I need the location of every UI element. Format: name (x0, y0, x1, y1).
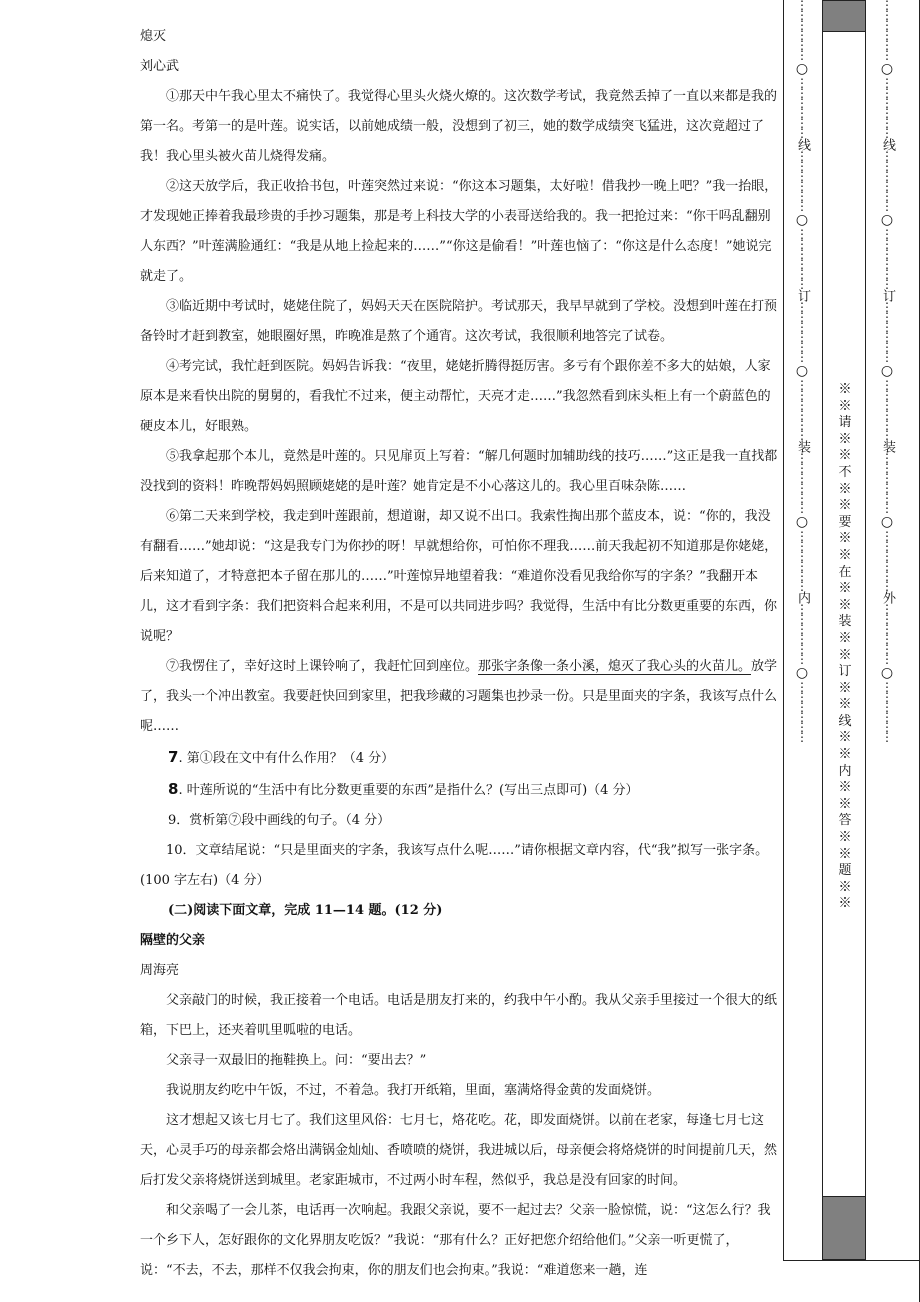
dot-segment: ⋮ (881, 267, 893, 281)
dot-segment: ⋮ (881, 28, 893, 42)
dot-segment: ⋮ (796, 86, 808, 100)
circle-mark: ○ (880, 212, 894, 228)
article1-paragraph: ④考完试，我忙赶到医院。妈妈告诉我：“夜里，姥姥折腾得挺厉害。多亏有个跟你差不多大的姑娘，人家原本是来看快出院的舅舅的，看我忙不过来，便主动帮忙，天亮才走……”我忽然看到床头柜上有一个蔚蓝色的硬皮本儿，好眼熟。 (140, 359, 771, 434)
dot-segment: ⋮ (881, 38, 893, 52)
dot-segment: ⋮ (796, 388, 808, 402)
dot-segment: ⋮ (881, 18, 893, 32)
question-7 (140, 742, 780, 774)
underlined-sentence: 那张字条像一条小溪，熄灭了我心头的火苗儿。 (478, 659, 752, 674)
question-text: . 第①段在文中有什么作用？（4 分） (178, 751, 395, 766)
dot-segment: ⋮ (796, 8, 808, 22)
dot-segment: ⋮ (796, 451, 808, 465)
dot-segment: ⋮ (796, 257, 808, 271)
dot-segment: ⋮ (796, 622, 808, 636)
dot-segment: ⋮ (796, 690, 808, 704)
question-text: . 叶莲所说的“生活中有比分数更重要的东西”是指什么？(写出三点即可)（4 分） (178, 783, 639, 798)
dot-segment: ⋮ (881, 126, 893, 140)
dot-segment: ⋮ (796, 310, 808, 324)
circle-mark: ○ (795, 212, 809, 228)
dot-segment: ⋮ (881, 86, 893, 100)
exam-page-content (140, 22, 780, 1286)
dot-segment: ⋮ (881, 388, 893, 402)
circle-mark: ○ (795, 514, 809, 530)
inner-seal-line (795, 0, 809, 1260)
dot-segment: ⋮ (881, 408, 893, 422)
dot-segment: ⋮ (881, 529, 893, 543)
question-10: 10．文章结尾说：“只是里面夹的字条，我该写点什么呢……”请你根据文章内容，代“我”拟写一张字条。(100 字左右)（4 分） (140, 843, 769, 888)
strip-bottom-bar (822, 1196, 866, 1260)
dot-segment: ⋮ (796, 340, 808, 354)
dot-segment: ⋮ (881, 612, 893, 626)
dot-segment: ⋮ (881, 418, 893, 432)
article1-paragraph: ⑤我拿起那个本儿，竟然是叶莲的。只见扉页上写着：“解几何题时加辅助线的技巧……”这正是我一直找都没找到的资料！昨晚帮妈妈照顾姥姥的是叶莲？她肯定是不小心落这儿的。我心里百味杂陈…… (140, 449, 778, 494)
article2-paragraph: 父亲敲门的时候，我正接着一个电话。电话是朋友打来的，约我中午小酌。我从父亲手里接过一个很大的纸箱，下巴上，还夹着叽里呱啦的电话。 (140, 993, 778, 1038)
dot-segment: ⋮ (796, 247, 808, 261)
question-8 (140, 774, 780, 806)
dot-segment: ⋮ (881, 549, 893, 563)
strip-top-bar (822, 0, 866, 32)
circle-mark: ○ (880, 363, 894, 379)
dot-segment: ⋮ (796, 529, 808, 543)
question-number: 7 (168, 748, 179, 766)
dot-segment: ⋮ (881, 680, 893, 694)
dot-segment: ⋮ (881, 428, 893, 442)
dot-segment: ⋮ (881, 106, 893, 120)
dot-segment: ⋮ (796, 378, 808, 392)
dot-segment: ⋮ (881, 700, 893, 714)
article2-title: 隔壁的父亲 (140, 933, 206, 948)
dot-segment: ⋮ (881, 159, 893, 173)
dot-segment: ⋮ (796, 330, 808, 344)
dot-segment: ⋮ (796, 408, 808, 422)
dot-segment: ⋮ (881, 350, 893, 364)
dot-segment: ⋮ (796, 106, 808, 120)
circle-mark: ○ (795, 665, 809, 681)
dot-segment: ⋮ (796, 320, 808, 334)
dot-segment: ⋮ (796, 48, 808, 62)
dot-segment: ⋮ (881, 169, 893, 183)
seal-label: 装 (880, 440, 895, 453)
dot-segment: ⋮ (881, 642, 893, 656)
dot-segment: ⋮ (796, 602, 808, 616)
dot-segment: ⋮ (796, 277, 808, 291)
dot-segment: ⋮ (881, 237, 893, 251)
dot-segment: ⋮ (881, 539, 893, 553)
dot-segment: ⋮ (881, 96, 893, 110)
dot-segment: ⋮ (796, 539, 808, 553)
article2-author: 周海亮 (140, 963, 180, 978)
dot-segment: ⋮ (796, 680, 808, 694)
seal-label: 装 (795, 440, 810, 453)
seal-label: 订 (795, 289, 810, 302)
dot-segment: ⋮ (881, 116, 893, 130)
dot-segment: ⋮ (881, 398, 893, 412)
dot-segment: ⋮ (796, 300, 808, 314)
dot-segment: ⋮ (881, 378, 893, 392)
dot-segment: ⋮ (881, 247, 893, 261)
dot-segment: ⋮ (881, 257, 893, 271)
dot-segment: ⋮ (881, 632, 893, 646)
dot-segment: ⋮ (796, 730, 808, 744)
dot-segment: ⋮ (796, 96, 808, 110)
dot-segment: ⋮ (881, 451, 893, 465)
dot-segment: ⋮ (881, 481, 893, 495)
dot-segment: ⋮ (881, 602, 893, 616)
dot-segment: ⋮ (796, 18, 808, 32)
dot-segment: ⋮ (796, 652, 808, 666)
dot-segment: ⋮ (881, 189, 893, 203)
dot-segment: ⋮ (881, 622, 893, 636)
strip-body (822, 32, 866, 1196)
dot-segment: ⋮ (881, 690, 893, 704)
article1-paragraph: ③临近期中考试时，姥姥住院了，妈妈天天在医院陪护。考试那天，我早早就到了学校。没想到叶莲在打预备铃时才赶到教室，她眼圈好黑，昨晚准是熬了个通宵。这次考试，我很顺利地答完了试卷。 (140, 299, 778, 344)
article2-paragraph: 和父亲喝了一会儿茶，电话再一次响起。我跟父亲说，要不一起过去？父亲一脸惊慌，说：“这怎么行？我一个乡下人，怎好跟你的文化界朋友吃饭？”我说：“那有什么？正好把您介绍给他们。”父亲一听更慌了，说：“不去，不去，那样不仅我会拘束，你的朋友们也会拘束。”我说：“难道您来一趟，连 (140, 1203, 771, 1278)
dot-segment: ⋮ (796, 179, 808, 193)
dot-segment: ⋮ (796, 0, 808, 12)
dot-segment: ⋮ (881, 76, 893, 90)
dot-segment: ⋮ (796, 418, 808, 432)
outer-seal-line (880, 0, 894, 1260)
dot-segment: ⋮ (796, 642, 808, 656)
circle-mark: ○ (880, 61, 894, 77)
dot-segment: ⋮ (796, 700, 808, 714)
dot-segment: ⋮ (881, 199, 893, 213)
dot-segment: ⋮ (796, 569, 808, 583)
dot-segment: ⋮ (796, 189, 808, 203)
dot-segment: ⋮ (881, 277, 893, 291)
dot-segment: ⋮ (881, 8, 893, 22)
dot-segment: ⋮ (881, 330, 893, 344)
dot-segment: ⋮ (796, 237, 808, 251)
circle-mark: ○ (795, 363, 809, 379)
dot-segment: ⋮ (881, 0, 893, 12)
dot-segment: ⋮ (796, 38, 808, 52)
circle-mark: ○ (880, 514, 894, 530)
dot-segment: ⋮ (796, 549, 808, 563)
dot-segment: ⋮ (881, 471, 893, 485)
p7-text: ⑦我愣住了，幸好这时上课铃响了，我赶忙回到座位。 (166, 659, 479, 674)
dot-segment: ⋮ (796, 169, 808, 183)
dot-segment: ⋮ (881, 569, 893, 583)
seal-label: 线 (880, 138, 895, 151)
dot-segment: ⋮ (796, 227, 808, 241)
dot-segment: ⋮ (796, 159, 808, 173)
article2-paragraph: 父亲寻一双最旧的拖鞋换上。问：“要出去？” (166, 1053, 427, 1068)
dot-segment: ⋮ (796, 76, 808, 90)
dot-segment: ⋮ (881, 461, 893, 475)
dot-segment: ⋮ (796, 116, 808, 130)
seal-label: 外 (880, 591, 895, 604)
dot-segment: ⋮ (796, 559, 808, 573)
dot-segment: ⋮ (796, 428, 808, 442)
dot-segment: ⋮ (881, 340, 893, 354)
question-number: 8 (168, 780, 179, 798)
dot-segment: ⋮ (796, 267, 808, 281)
dot-segment: ⋮ (881, 310, 893, 324)
seal-label: 内 (795, 591, 810, 604)
dot-segment: ⋮ (881, 48, 893, 62)
question-9: 9．赏析第⑦段中画线的句子。（4 分） (168, 813, 391, 828)
dot-segment: ⋮ (881, 179, 893, 193)
dot-segment: ⋮ (796, 398, 808, 412)
dot-segment: ⋮ (796, 491, 808, 505)
dot-segment: ⋮ (796, 632, 808, 646)
dot-segment: ⋮ (796, 579, 808, 593)
margin-bottom-line (783, 1260, 920, 1261)
article1-paragraph: ②这天放学后，我正收拾书包，叶莲突然过来说：“你这本习题集，太好啦！借我抄一晚上吧？”我一抬眼，才发现她正捧着我最珍贵的手抄习题集，那是考上科技大学的小表哥送给我的。我一把抢过来：“你干吗乱翻别人东西？”叶莲满脸通红：“我是从地上捡起来的……”“你这是偷看！”叶莲也恼了：“你这是什么态度！”她说完就走了。 (140, 179, 778, 284)
article2-paragraph: 我说朋友约吃中午饭，不过，不着急。我打开纸箱，里面，塞满烙得金黄的发面烧饼。 (166, 1083, 661, 1098)
seal-label: 订 (880, 289, 895, 302)
article1-paragraph: ⑥第二天来到学校，我走到叶莲跟前，想道谢，却又说不出口。我索性掏出那个蓝皮本，说：“你的，我没有翻看……”她却说：“这是我专门为你抄的呀！早就想给你，可怕你不理我……前天我起初不知道那是你姥姥，后来知道了，才特意把本子留在那儿的……”叶莲惊异地望着我：“难道你没看见我给你写的字条？”我翻开本儿，这才看到字条：我们把资料合起来利用，不是可以共同进步吗？我觉得，生活中有比分数更重要的东西，你说呢？ (140, 509, 778, 644)
dot-segment: ⋮ (796, 126, 808, 140)
dot-segment: ⋮ (796, 710, 808, 724)
dot-segment: ⋮ (796, 612, 808, 626)
circle-mark: ○ (880, 665, 894, 681)
dot-segment: ⋮ (796, 720, 808, 734)
dot-segment: ⋮ (881, 491, 893, 505)
article1-title: 熄灭 (140, 29, 167, 44)
p7-text-after: 放学了，我头一个冲出教室。我要赶快回到家里，把我珍藏的习题集也抄录一份。只是里面夹的字条，我该写点什么呢…… (140, 659, 778, 734)
dot-segment: ⋮ (881, 720, 893, 734)
no-answer-warning: ※※请※※不※※要※※在※※装※※订※※线※※内※※答※※题※※ (838, 382, 852, 912)
article1-paragraph-7 (140, 652, 780, 742)
dot-segment: ⋮ (796, 481, 808, 495)
article1-paragraph: ①那天中午我心里太不痛快了。我觉得心里头火烧火燎的。这次数学考试，我竟然丢掉了一直以来都是我的第一名。考第一的是叶莲。说实话，以前她成绩一般，没想到了初三，她的数学成绩突飞猛进，这次竟超过了我！我心里头被火苗儿烧得发痛。 (140, 89, 778, 164)
dot-segment: ⋮ (881, 559, 893, 573)
section-heading: (二)阅读下面文章，完成 11—14 题。(12 分) (168, 903, 443, 918)
dot-segment: ⋮ (881, 652, 893, 666)
warning-strip (822, 0, 866, 1260)
dot-segment: ⋮ (881, 501, 893, 515)
dot-segment: ⋮ (881, 149, 893, 163)
dot-segment: ⋮ (796, 28, 808, 42)
dot-segment: ⋮ (881, 710, 893, 724)
article1-author: 刘心武 (140, 59, 180, 74)
dot-segment: ⋮ (796, 350, 808, 364)
dot-segment: ⋮ (881, 227, 893, 241)
dot-segment: ⋮ (796, 461, 808, 475)
circle-mark: ○ (795, 61, 809, 77)
dot-segment: ⋮ (881, 579, 893, 593)
seal-label: 线 (795, 138, 810, 151)
dot-segment: ⋮ (881, 730, 893, 744)
margin-border-line (783, 0, 784, 1260)
dot-segment: ⋮ (881, 300, 893, 314)
dot-segment: ⋮ (796, 471, 808, 485)
dot-segment: ⋮ (796, 149, 808, 163)
dot-segment: ⋮ (796, 199, 808, 213)
dot-segment: ⋮ (881, 320, 893, 334)
dot-segment: ⋮ (796, 501, 808, 515)
article2-paragraph: 这才想起又该七月七了。我们这里风俗：七月七，烙花吃。花，即发面烧饼。以前在老家，每逢七月七这天，心灵手巧的母亲都会烙出满锅金灿灿、香喷喷的烧饼，我进城以后，母亲便会将烙烧饼的时间提前几天，然后打发父亲将烧饼送到城里。老家距城市，不过两小时车程，然似乎，我总是没有回家的时间。 (140, 1113, 778, 1188)
